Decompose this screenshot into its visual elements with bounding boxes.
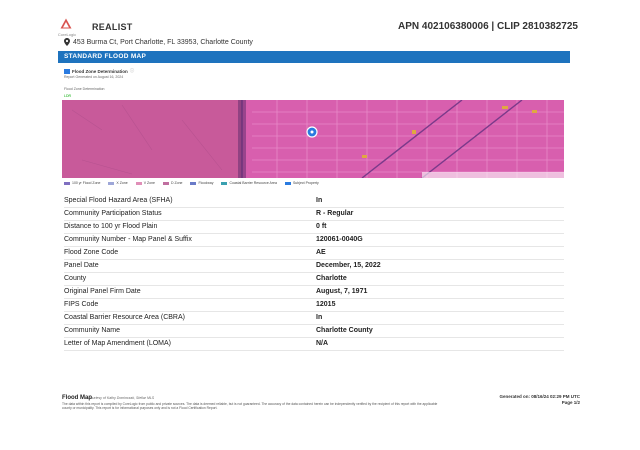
legend-item: Coastal Barrier Resource Area xyxy=(221,181,276,185)
row-label: Panel Date xyxy=(64,262,99,269)
row-label: Letter of Map Amendment (LOMA) xyxy=(64,340,171,347)
map-icon xyxy=(64,69,70,74)
table-row xyxy=(64,208,564,221)
table-row xyxy=(64,195,564,208)
map-legend xyxy=(64,181,319,185)
row-label: Special Flood Hazard Area (SFHA) xyxy=(64,197,173,204)
zone-determination-label: Flood Zone Determination xyxy=(64,87,105,91)
table-row xyxy=(64,260,564,273)
table-row xyxy=(64,221,564,234)
row-label: Original Panel Firm Date xyxy=(64,288,141,295)
row-value: August, 7, 1971 xyxy=(316,288,368,295)
flood-details-table xyxy=(64,195,564,351)
corelogic-logo-icon xyxy=(60,18,72,30)
apn-clip: APN 402106380006 | CLIP 2810382725 xyxy=(398,21,578,32)
map-panel-title-text: Flood Zone Determination xyxy=(72,68,128,74)
row-value: Charlotte County xyxy=(316,327,373,334)
logo-caption: CoreLogic xyxy=(57,32,77,37)
footer-courtesy: Courtesy of Kathy Dominczak, Stellar MLS xyxy=(88,396,155,400)
row-value: In xyxy=(316,314,323,321)
table-row xyxy=(64,273,564,286)
flood-map[interactable] xyxy=(62,100,564,178)
legend-swatch xyxy=(136,182,142,185)
table-row xyxy=(64,312,564,325)
row-value: In xyxy=(316,197,323,204)
row-label: Community Name xyxy=(64,327,121,334)
legend-item: D Zone xyxy=(163,181,182,185)
legend-swatch xyxy=(190,182,196,185)
row-value: 12015 xyxy=(316,301,336,308)
legend-swatch xyxy=(64,182,70,185)
page-number: Page 1/2 xyxy=(561,400,580,405)
legend-item: X Zone xyxy=(108,181,127,185)
brand-name: REALIST xyxy=(92,22,133,32)
footer-disclaimer: The data within this report is compiled by CoreLogic from public and private sources. The data is deemed reliable, but is not guaranteed. The accuracy of the data contained herein can be independently verified by the recipient of this report with the applicable county or municipality. This report is for informational purposes only and is not a Flood Certification Report. xyxy=(62,402,438,410)
table-row xyxy=(64,286,564,299)
row-value: Charlotte xyxy=(316,275,347,282)
legend-item: 100 yr Flood Zone xyxy=(64,181,100,185)
map-panel-title xyxy=(64,68,134,74)
table-row xyxy=(64,338,564,351)
row-value: N/A xyxy=(316,340,329,347)
section-header-bar xyxy=(58,51,570,63)
location-pin-icon xyxy=(64,38,70,46)
report-generated: Report Generated on August 16, 2024 xyxy=(64,75,124,79)
info-icon[interactable]: ⓘ xyxy=(129,68,135,73)
address-text: 453 Burma Ct, Port Charlotte, FL 33953, Charlotte County xyxy=(73,38,253,46)
row-label: FIPS Code xyxy=(64,301,99,308)
section-title: STANDARD FLOOD MAP xyxy=(64,53,147,60)
row-label: Community Participation Status xyxy=(64,210,162,217)
row-value: 120061-0040G xyxy=(316,236,363,243)
legend-item: Floodway xyxy=(190,181,213,185)
row-value: December, 15, 2022 xyxy=(316,262,381,269)
generated-timestamp: Generated on: 08/16/24 02:29 PM UTC xyxy=(499,394,580,399)
zone-determination-value: LDR xyxy=(64,94,72,98)
row-label: Flood Zone Code xyxy=(64,249,119,256)
subject-property-marker[interactable] xyxy=(307,127,317,137)
row-value: R - Regular xyxy=(316,210,354,217)
legend-swatch xyxy=(163,182,169,185)
row-label: Coastal Barrier Resource Area (CBRA) xyxy=(64,314,185,321)
row-value: AE xyxy=(316,249,326,256)
legend-swatch xyxy=(221,182,227,185)
row-value: 0 ft xyxy=(316,223,327,230)
table-row xyxy=(64,299,564,312)
table-row xyxy=(64,247,564,260)
table-row xyxy=(64,234,564,247)
table-row xyxy=(64,325,564,338)
legend-item: V Zone xyxy=(136,181,155,185)
address-line xyxy=(64,38,253,46)
legend-swatch xyxy=(285,182,291,185)
row-label: County xyxy=(64,275,87,282)
row-label: Distance to 100 yr Flood Plain xyxy=(64,223,158,230)
footer-title: Flood Map xyxy=(62,395,92,401)
legend-swatch xyxy=(108,182,114,185)
legend-item: Subject Property xyxy=(285,181,319,185)
row-label: Community Number - Map Panel & Suffix xyxy=(64,236,192,243)
